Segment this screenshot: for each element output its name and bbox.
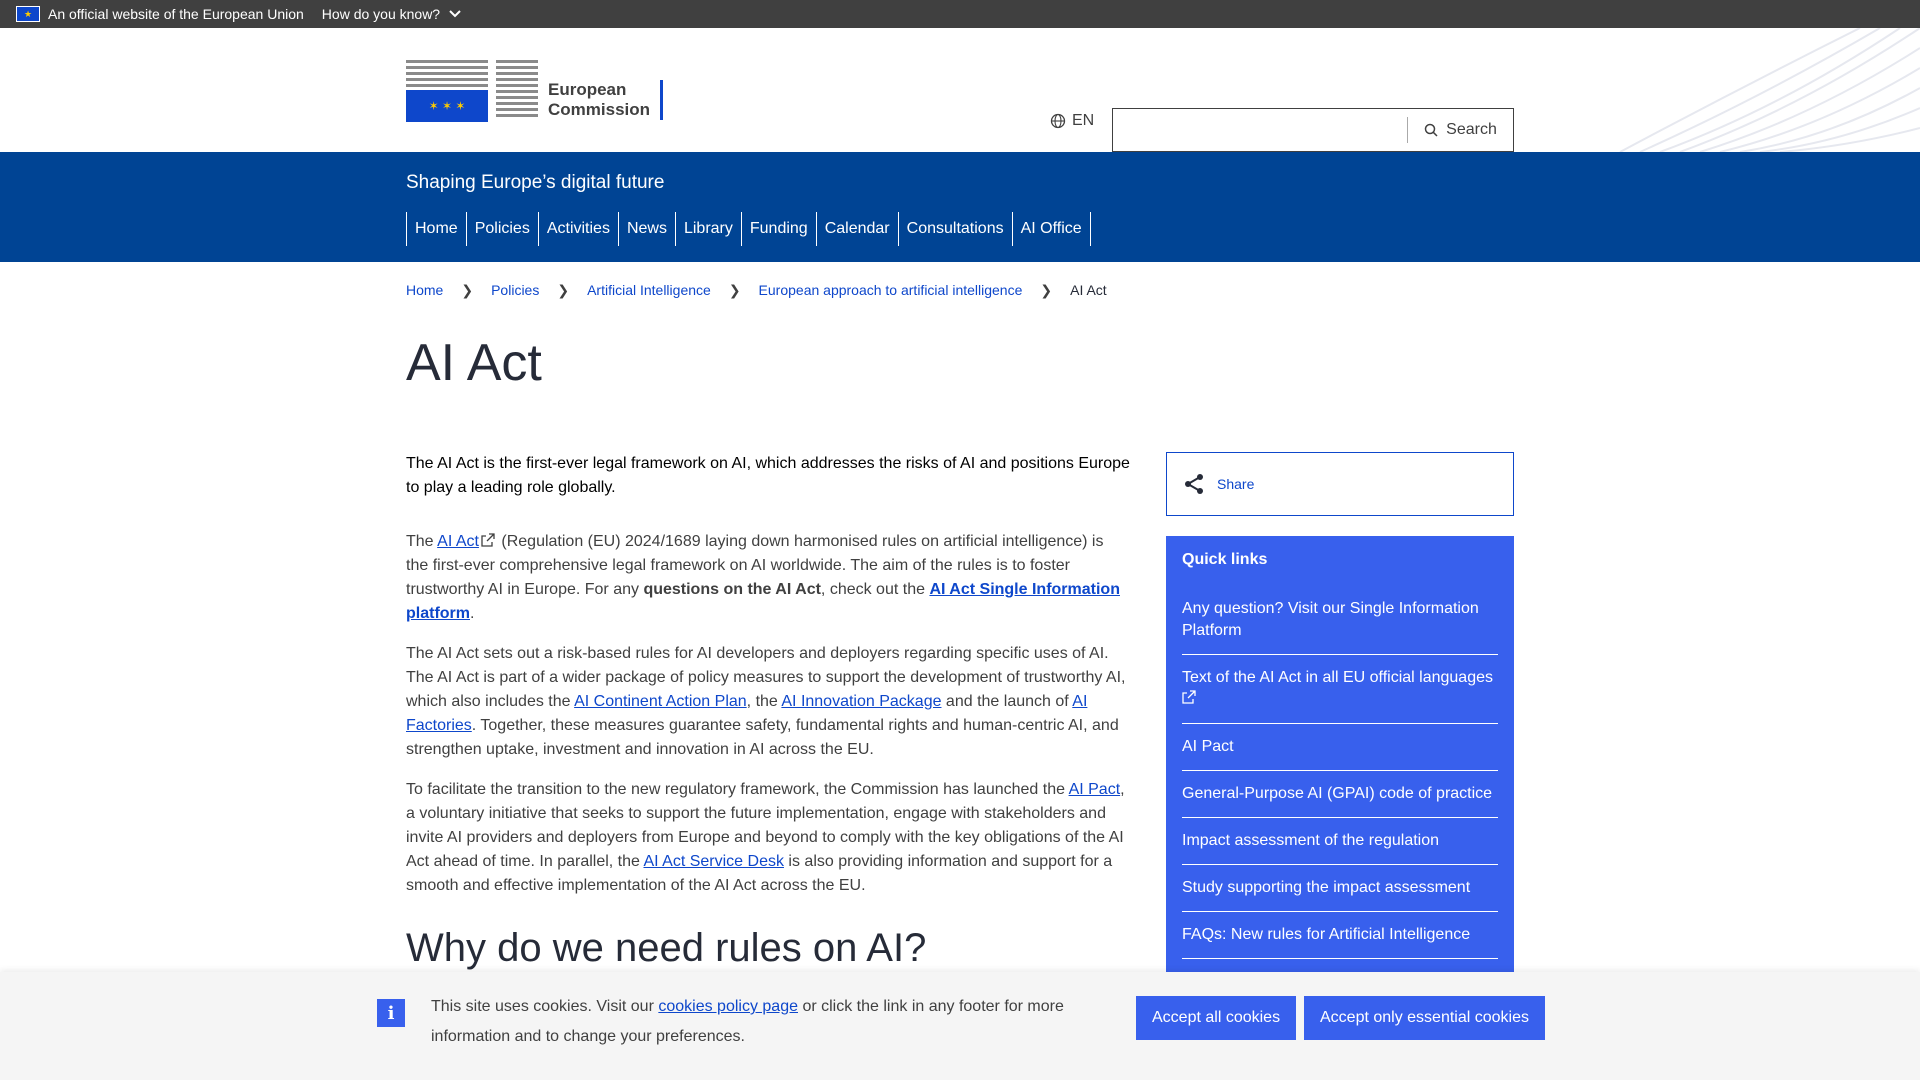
nav-library[interactable]: Library — [675, 212, 741, 246]
search-input[interactable] — [1113, 109, 1407, 151]
breadcrumb-european-approach[interactable]: European approach to artificial intelligence — [758, 282, 1023, 298]
cookie-banner — [0, 972, 1920, 1080]
sidebar — [1166, 452, 1514, 1005]
logo-text — [548, 80, 663, 120]
ai-innovation-package-link[interactable]: AI Innovation Package — [781, 693, 942, 710]
page-title: AI Act — [406, 334, 542, 392]
breadcrumb-home[interactable]: Home — [406, 282, 444, 298]
breadcrumb-policies[interactable]: Policies — [491, 282, 540, 298]
logo-text-line1: European — [548, 80, 627, 99]
quick-link-item[interactable]: Any question? Visit our Single Information Platform — [1182, 586, 1498, 655]
chevron-right-icon: ❯ — [728, 281, 741, 298]
ai-factories-link[interactable]: AI Factories — [406, 693, 1088, 734]
search-icon — [1424, 123, 1438, 137]
ai-act-link[interactable]: AI Act — [437, 533, 479, 550]
ai-act-service-desk-link[interactable]: AI Act Service Desk — [643, 853, 784, 870]
chevron-right-icon: ❯ — [461, 281, 474, 298]
header-decoration — [1600, 28, 1920, 152]
info-icon: i — [377, 999, 405, 1027]
nav-policies[interactable]: Policies — [466, 212, 538, 246]
paragraph-2: The AI Act sets out a risk-based rules for AI developers and deployers regarding specific uses of AI. The AI Act is part of a wider package of policy measures to support the development of trustworthy AI, which also includes the AI Continent Action Plan, the AI Innovation Package and the launch of AI Factories. Together, these measures guarantee safety, fundamental rights and human-centric AI, and strengthen uptake, investment and innovation in AI across the EU. — [406, 645, 1126, 758]
ai-pact-link[interactable]: AI Pact — [1068, 781, 1121, 798]
nav-consultations[interactable]: Consultations — [898, 212, 1012, 246]
language-selector[interactable] — [1050, 112, 1094, 130]
accept-all-cookies-button[interactable]: Accept all cookies — [1136, 996, 1296, 1040]
share-label: Share — [1217, 476, 1255, 492]
search-form — [1112, 108, 1514, 152]
eu-stars-icon: ✶ ✶ ✶ — [428, 99, 466, 113]
nav-funding[interactable]: Funding — [741, 212, 816, 246]
nav-activities[interactable]: Activities — [538, 212, 618, 246]
paragraph-1: The AI Act (Regulation (EU) 2024/1689 laying down harmonised rules on artificial intelligence) is the first-ever comprehensive legal framework on AI worldwide. The aim of the rules is to foster trustworthy AI in Europe. For any questions on the AI Act, check out the AI Act Single Information platform. — [406, 533, 1120, 622]
logo-text-line2: Commission — [548, 100, 651, 119]
breadcrumb-artificial-intelligence[interactable]: Artificial Intelligence — [587, 282, 711, 298]
how-do-you-know-toggle[interactable] — [322, 6, 462, 22]
eu-flag-icon: ★ — [16, 6, 40, 22]
cookie-message: This site uses cookies. Visit our cookies policy page or click the link in any footer for more information and to change your preferences. — [431, 998, 1064, 1045]
nav-calendar[interactable]: Calendar — [816, 212, 898, 246]
nav-home[interactable]: Home — [406, 212, 466, 246]
quick-link-item[interactable]: Study supporting the impact assessment — [1182, 865, 1498, 912]
chevron-down-icon — [448, 7, 462, 21]
paragraph-3: To facilitate the transition to the new regulatory framework, the Commission has launched the AI Pact, a voluntary initiative that seeks to support the future implementation, engage with stakeholders and invite AI providers and deployers from Europe and beyond to comply with the key obligations of the AI Act ahead of time. In parallel, the AI Act Service Desk is also providing information and support for a smooth and effective implementation of the AI Act across the EU. — [406, 781, 1125, 894]
ai-continent-action-plan-link[interactable]: AI Continent Action Plan — [574, 693, 747, 710]
breadcrumb-current: AI Act — [1070, 282, 1107, 298]
quick-link-item[interactable]: FAQs: New rules for Artificial Intelligence — [1182, 912, 1498, 959]
eu-official-banner — [0, 0, 1920, 28]
external-link-icon — [1182, 690, 1196, 704]
quick-link-item[interactable]: AI Pact — [1182, 724, 1498, 771]
official-site-text: An official website of the European Union — [48, 6, 304, 22]
single-information-platform-link[interactable]: AI Act Single Information platform — [406, 581, 1120, 622]
accept-essential-cookies-button[interactable]: Accept only essential cookies — [1304, 996, 1545, 1040]
main-navigation — [406, 212, 1514, 246]
search-button-label: Search — [1446, 121, 1497, 138]
lead-paragraph: The AI Act is the first-ever legal framework on AI, which addresses the risks of AI and positions Europe to play a leading role globally. — [406, 455, 1130, 496]
globe-icon — [1050, 113, 1066, 129]
main-content — [406, 452, 1130, 1005]
section-heading: Why do we need rules on AI? — [406, 926, 927, 970]
language-code: EN — [1072, 112, 1095, 129]
nav-ai-office[interactable]: AI Office — [1012, 212, 1091, 246]
site-title-band — [0, 152, 1920, 262]
share-button[interactable] — [1166, 452, 1514, 516]
logo-lines-left — [406, 60, 488, 122]
quick-link-item[interactable]: Impact assessment of the regulation — [1182, 818, 1498, 865]
quick-links-panel — [1166, 536, 1514, 1005]
quick-link-item[interactable]: General-Purpose AI (GPAI) code of practice — [1182, 771, 1498, 818]
breadcrumb — [406, 262, 1514, 318]
quick-link-item[interactable]: Text of the AI Act in all EU official languages — [1182, 655, 1498, 724]
site-header — [0, 28, 1920, 152]
logo-lines-right — [496, 60, 538, 122]
european-commission-logo[interactable] — [406, 60, 663, 122]
site-title[interactable]: Shaping Europe’s digital future — [406, 172, 665, 193]
cookies-policy-link[interactable]: cookies policy page — [658, 998, 798, 1015]
how-do-you-know-label: How do you know? — [321, 6, 441, 22]
chevron-right-icon: ❯ — [1040, 281, 1053, 298]
external-link-icon — [481, 533, 495, 547]
share-icon — [1183, 473, 1205, 495]
chevron-right-icon: ❯ — [557, 281, 570, 298]
quick-links-title: Quick links — [1182, 551, 1268, 568]
search-button[interactable] — [1407, 117, 1513, 143]
nav-news[interactable]: News — [618, 212, 675, 246]
